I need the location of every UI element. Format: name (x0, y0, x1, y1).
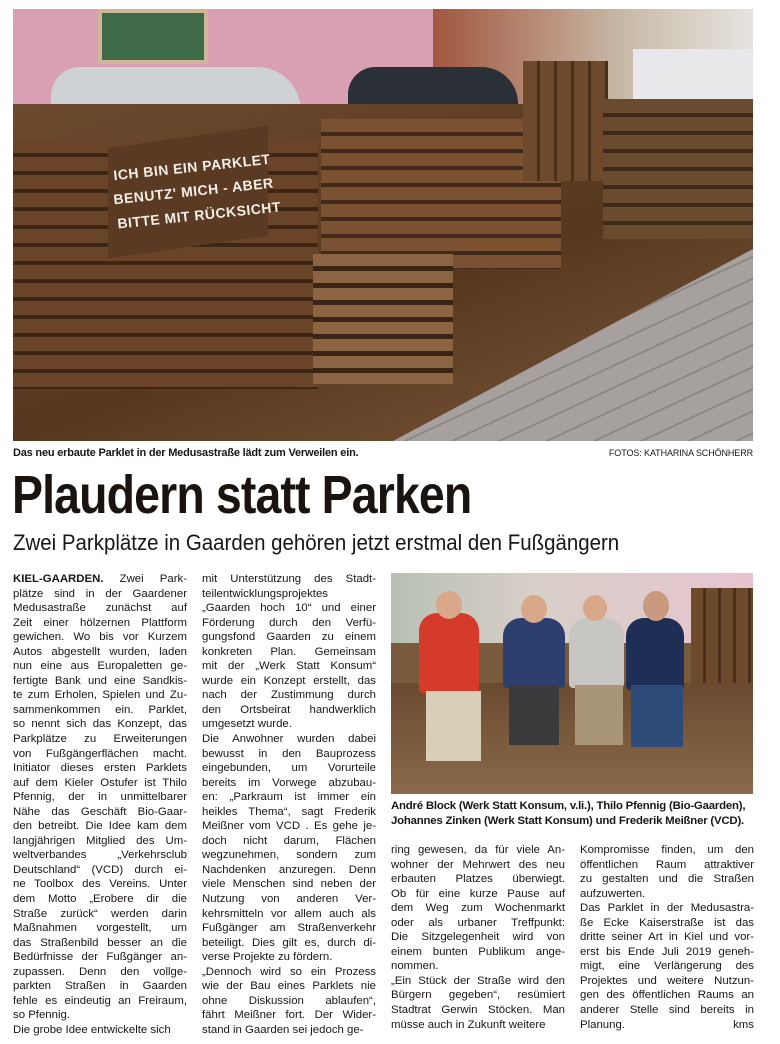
text-line: umgesetzt wurde. (202, 718, 292, 731)
article-column-1 (13, 572, 187, 1038)
article-column-2 (202, 572, 376, 1038)
text-line: sammenkommen ein. Parklet, (13, 703, 187, 716)
text-line: so nennt sich das Konzept, das (13, 718, 187, 731)
text-line: Planung. kms (580, 1018, 754, 1031)
text-line: bereits im Vorwege abzubau- (202, 776, 376, 789)
text-line: Initiator dieses ersten Parklets (13, 762, 187, 775)
text-line: ohne Diskussion ablaufen“, (202, 994, 376, 1007)
text-line: nommen. (391, 960, 439, 973)
text-line: wohner der Mehrwert des neu (391, 858, 565, 871)
article-paragraph (580, 901, 754, 1032)
text-line: stand in Gaarden sei jedoch ge- (202, 1023, 364, 1036)
text-line: teilentwicklungsprojektes (202, 587, 328, 600)
text-line: wegzunehmen, sondern zum (202, 849, 376, 862)
text-line: doch nicht darum, Flächen (202, 834, 376, 847)
text-line: Straße zurück“ werden darin (13, 907, 187, 920)
text-line: erbauten Platzes überwiegt. (391, 873, 565, 886)
text-line: konkreten Plan. Gemeinsam (202, 645, 376, 658)
text-line: Parkplätze zu Erweiterungen (13, 733, 187, 746)
text-line: dritte seiner Art in Kiel und vor- (580, 931, 754, 944)
text-line: wie der Bau eines Parklets nie (202, 980, 376, 993)
text-line: zu gestalten und die Straßen (580, 873, 754, 886)
text-line: erst bis Ende Juli 2019 geneh- (580, 945, 754, 958)
text-line: Autos abgestellt wurden, laden (13, 645, 187, 658)
article-column-4 (580, 843, 754, 1032)
article-paragraph (202, 732, 376, 965)
text-line: nach der Zustimmung durch (202, 689, 376, 702)
text-line: Die Sitzgelegenheit wird von (391, 931, 565, 944)
text-line: Bedürfnisse der Fußgänger an- (13, 951, 187, 964)
text-line: von Fußgängerflächen macht. (13, 747, 187, 760)
text-line: Die Anwohner wurden dabei (202, 733, 376, 746)
text-line: en: „Parkraum ist immer ein (202, 791, 376, 804)
text-line: einem bunten Publikum ange- (391, 945, 565, 958)
article-paragraph (13, 1023, 187, 1038)
text-line: Kompromisse finden, um den (580, 844, 754, 856)
text-line: beteiligt. Dies gilt es, durch di- (202, 936, 376, 949)
group-photo-caption (391, 799, 761, 829)
text-line: öffentlichen Raum attraktiver (580, 858, 754, 871)
text-line: Das Parklet in der Medusastra- (580, 902, 754, 915)
text-line: Nachdenken anzuregen. Denn (202, 863, 376, 876)
text-line: verse Projekte zu fördern. (202, 951, 333, 964)
text-line: oder als urbaner Treffpunkt: (391, 916, 565, 929)
text-line: Deutschland“ (VCD) durch ei- (13, 863, 187, 876)
text-line: fehle es eindeutig an Freiraum, (13, 994, 187, 1007)
text-line: anderer Stelle sind bereits in (580, 1004, 754, 1017)
text-line: ße Ecke Kaiserstraße ist das (580, 916, 754, 929)
text-line: kehrsmitteln vor allem auch als (202, 907, 376, 920)
parklet-photo (13, 9, 753, 441)
text-line: auf dem Kieler Ostufer ist Thilo (13, 776, 187, 789)
photo-credit: FOTOS: KATHARINA SCHÖNHERR (608, 448, 753, 458)
article-paragraph (202, 965, 376, 1038)
sign-line-3: BITTE MIT RÜCKSICHT (116, 198, 282, 232)
text-line: te zum Erholen, Spielen und Zu- (13, 689, 187, 702)
text-line: Die grobe Idee entwickelte sich (13, 1023, 171, 1036)
text-line: gungsfond Gaarden zu einem (202, 631, 376, 644)
group-photo-caption-line: Johannes Zinken (Werk Statt Konsum) und Frederik Meißner (VCD). (391, 815, 745, 827)
text-line: viele Menschen sind neben der (202, 878, 376, 891)
text-line: ring gewesen, da für viele An- (391, 844, 565, 856)
article-paragraph (202, 572, 376, 601)
text-line: heikles Thema“, sagt Frederik (202, 805, 376, 818)
text-line: das Straßenbild besser an die (13, 936, 187, 949)
subheadline: Zwei Parkplätze in Gaarden gehören jetzt erstmal den Fußgängern (13, 530, 620, 555)
group-photo (391, 573, 753, 794)
text-line: Meißner vom VCD . Es gehe je- (202, 820, 376, 833)
text-line: „Gaarden hoch 10“ und einer (202, 602, 376, 615)
text-line: den betreibt. Die Idee kam dem (13, 820, 187, 833)
text-line: mit Unterstützung des Stadt- (202, 573, 376, 585)
text-line: parkten Straßen in Gaarden (13, 980, 187, 993)
sign-line-1: ICH BIN EIN PARKLET (112, 150, 272, 184)
text-line: Nähe das Geschäft Bio-Gaar- (13, 805, 187, 818)
text-line: gewichen. Wo bis vor Kurzem (13, 631, 187, 644)
article-paragraph (202, 601, 376, 732)
text-line: Zeit einer hölzernen Plattform (13, 616, 187, 629)
text-line: Bürgern gegeben“, resümiert (391, 989, 565, 1002)
article-paragraph (13, 572, 187, 1023)
text-line: müsse auch in Zukunft weitere (391, 1018, 546, 1031)
article-paragraph (580, 843, 754, 901)
text-line: plätze sind in der Gaardener (13, 587, 187, 600)
dateline: KIEL-GAARDEN. (13, 573, 104, 585)
text-line: migt, eine Verlängerung des (580, 960, 754, 973)
text-line: fertigte Bank und eine Sandkis- (13, 674, 187, 687)
text-line: Maßnahmen vorgestellt, um (13, 922, 187, 935)
text-line: Nutzung von anderen Ver- (202, 893, 376, 906)
text-line: fährt Meißner fort. Der Wider- (202, 1009, 376, 1022)
text-line: so Pfennig. (13, 1009, 70, 1022)
text-line: Pfennig, der in unmittelbarer (13, 791, 187, 804)
text-line: Förderung durch den Verfü- (202, 616, 376, 629)
photo-caption: Das neu erbaute Parklet in der Medusastraße lädt zum Verweilen ein. (13, 447, 359, 459)
text-line: Projektes und weitere Nutzun- (580, 974, 754, 987)
headline: Plaudern statt Parken (12, 465, 472, 525)
text-line: Ob für eine kurze Pause auf (391, 887, 565, 900)
text-line: gen des öffentlichen Raums an (580, 989, 754, 1002)
text-line: dem Motto „Erobere dir die (13, 893, 187, 906)
article-column-3 (391, 843, 565, 1032)
text-line: eingebunden, um Vorurteile (202, 762, 376, 775)
text-line: „Ein Stück der Straße wird den (391, 974, 565, 987)
text-line: zupassen. Denn den vollge- (13, 965, 187, 978)
text-line: mit der „Werk Statt Konsum“ (202, 660, 376, 673)
text-line: langjährigen Mitglied des Um- (13, 834, 187, 847)
text-line: den Ortsbeirat handwerklich (202, 703, 376, 716)
text-line: „Dennoch wird so ein Prozess (202, 965, 376, 978)
text-line: nun eine aus Europaletten ge- (13, 660, 187, 673)
text-line: Fußgänger am Straßenverkehr (202, 922, 376, 935)
text-line: KIEL-GAARDEN. Zwei Park- (13, 573, 187, 585)
group-photo-caption-line: André Block (Werk Statt Konsum, v.li.), Thilo Pfennig (Bio-Gaarden), (391, 800, 746, 812)
text-line: bewusst in den Bauprozess (202, 747, 376, 760)
text-line: Medusastraße zunächst auf (13, 602, 187, 615)
text-line: weltverbandes „Verkehrsclub (13, 849, 187, 862)
sign-line-2: BENUTZ' MICH - ABER (112, 174, 275, 208)
article-paragraph (391, 974, 565, 1032)
text-line: Stadtrat Gerwin Stöcken. Man (391, 1004, 565, 1017)
article-paragraph (391, 843, 565, 974)
text-line: dem Weg zum Wochenmarkt (391, 902, 565, 915)
text-line: aufzuwerten. (580, 887, 646, 900)
text-line: ne Toolbox des Vereins. Unter (13, 878, 187, 891)
text-line: wurde ein Konzept erstellt, das (202, 674, 376, 687)
